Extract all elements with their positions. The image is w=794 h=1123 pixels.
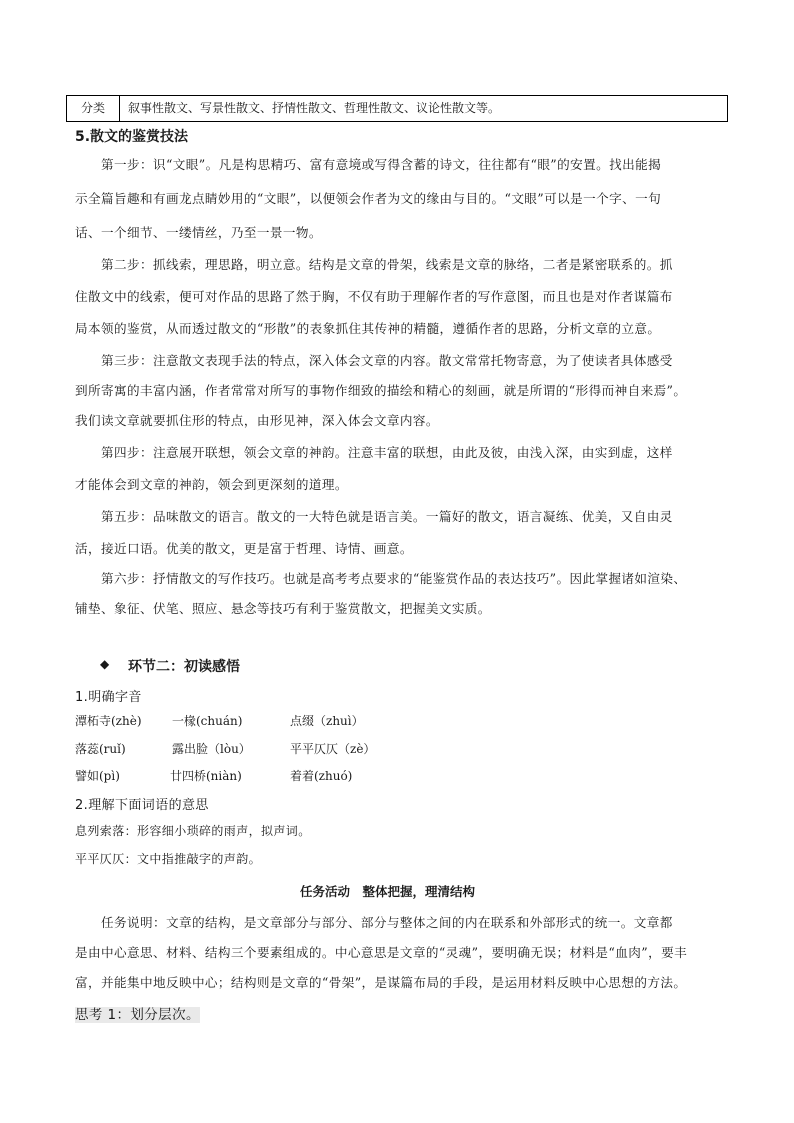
think-1 — [75, 1003, 200, 1023]
diamond-bullet-icon: ◆ — [100, 657, 110, 671]
pron-item: 潭柘寺(zhè) — [75, 714, 142, 728]
step2-line2: 住散文中的线索，便可对作品的思路了然于胸，不仅有助于理解作者的写作意图，而且也是对作者谋篇布 — [75, 289, 673, 304]
pron-title: 1.明确字音 — [75, 690, 142, 705]
section5-title: 5.散文的鉴赏技法 — [75, 129, 189, 145]
classification-label: 分类 — [67, 96, 120, 121]
pron-item: 点缀（zhuì） — [290, 714, 364, 728]
pron-item: 着着(zhuó) — [290, 769, 353, 783]
step4-line2: 才能体会到文章的神韵，领会到更深刻的道理。 — [75, 477, 348, 492]
task-desc-line3: 富，并能集中地反映中心；结构则是文章的“骨架”，是谋篇布局的手段，是运用材料反映中心思想的方法。 — [75, 975, 687, 990]
vocab-title: 2.理解下面词语的意思 — [75, 798, 209, 813]
classification-table — [66, 95, 728, 122]
pron-item: 一椽(chuán) — [172, 714, 243, 728]
step1-line2: 示全篇旨趣和有画龙点睛妙用的“文眼”，以便领会作者为文的缘由与目的。“文眼”可以是一个字、一句 — [75, 191, 662, 206]
task-desc-line2: 是由中心意思、材料、结构三个要素组成的。中心意思是文章的“灵魂”，要明确无误；材料是“血肉”，要丰 — [75, 945, 688, 960]
pron-item: 平平仄仄（zè） — [290, 742, 376, 756]
step2-line3: 局本领的鉴赏，从而透过散文的“形散”的表象抓住其传神的精髓，遵循作者的思路，分析文章的立意。 — [75, 321, 661, 336]
step4-line1: 第四步：注意展开联想，领会文章的神韵。注意丰富的联想，由此及彼，由浅入深，由实到虚，这样 — [101, 445, 673, 460]
task-desc-line1: 任务说明：文章的结构，是文章部分与部分、部分与整体之间的内在联系和外部形式的统一。文章都 — [101, 915, 673, 930]
vocab-item: 平平仄仄：文中指推敲字的声韵。 — [75, 852, 262, 866]
step1-line3: 话、一个细节、一缕情丝，乃至一景一物。 — [75, 225, 322, 240]
task-title: 任务活动 整体把握，理清结构 — [300, 884, 476, 899]
step5-line2: 活，接近口语。优美的散文，更是富于哲理、诗情、画意。 — [75, 541, 413, 556]
step6-line1: 第六步：抒情散文的写作技巧。也就是高考考点要求的“能鉴赏作品的表达技巧”。因此掌握诸如渲染、 — [101, 571, 687, 586]
step2-line1: 第二步：抓线索，理思路，明立意。结构是文章的骨架，线索是文章的脉络，二者是紧密联系的。抓 — [101, 257, 673, 272]
stage2-title: 环节二：初读感悟 — [128, 659, 240, 675]
pron-item: 譬如(pì) — [75, 769, 120, 783]
classification-value: 叙事性散文、写景性散文、抒情性散文、哲理性散文、议论性散文等。 — [128, 101, 501, 115]
pron-item: 廿四桥(niàn) — [170, 769, 242, 783]
vocab-item: 息列索落：形容细小琐碎的雨声，拟声词。 — [75, 824, 311, 838]
step3-line3: 我们读文章就要抓住形的特点，由形见神，深入体会文章内容。 — [75, 413, 439, 428]
think-1-text: 思考 1：划分层次。 — [75, 1007, 200, 1023]
step6-line2: 铺垫、象征、伏笔、照应、悬念等技巧有利于鉴赏散文，把握美文实质。 — [75, 601, 491, 616]
step1-line1: 第一步：识“文眼”。凡是构思精巧、富有意境或写得含蓄的诗文，往往都有“眼”的安置。找出能揭 — [101, 157, 662, 172]
pron-item: 落蕊(ruǐ) — [75, 742, 126, 756]
step3-line1: 第三步：注意散文表现手法的特点，深入体会文章的内容。散文常常托物寄意，为了使读者具体感受 — [101, 353, 673, 368]
step3-line2: 到所寄寓的丰富内涵，作者常常对所写的事物作细致的描绘和精心的刻画，就是所谓的“形得而神自来焉”。 — [75, 383, 687, 398]
step5-line1: 第五步：品味散文的语言。散文的一大特色就是语言美。一篇好的散文，语言凝练、优美，又自由灵 — [101, 509, 673, 524]
pron-item: 露出脸（lòu） — [172, 742, 251, 756]
